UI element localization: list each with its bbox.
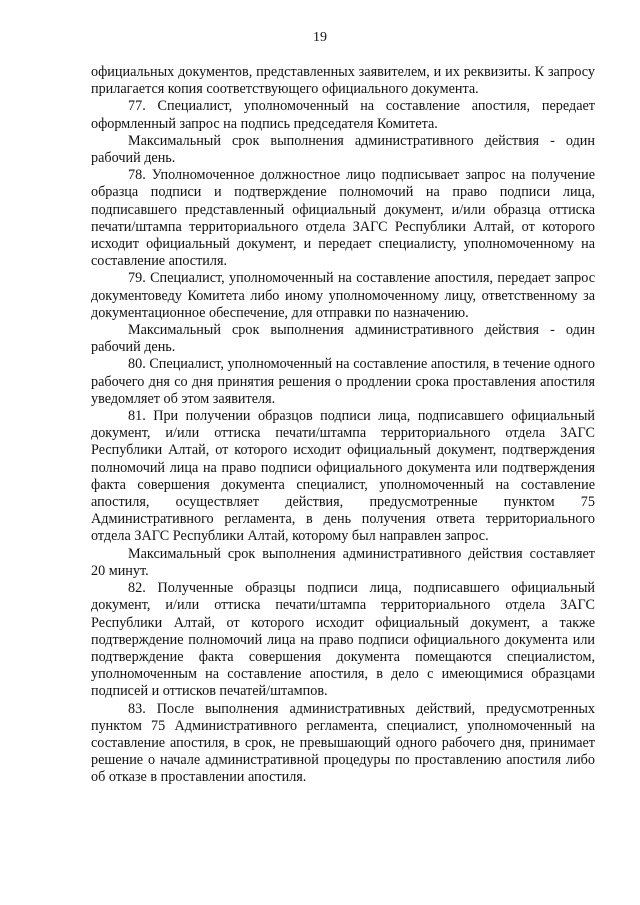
paragraph-77: 77. Специалист, уполномоченный на составление апостиля, передает оформленный запрос на подпись председателя Комитета.	[91, 98, 595, 132]
paragraph-78: 78. Уполномоченное должностное лицо подписывает запрос на получение образца подписи и подтверждение полномочий на право подписи лица, подписавшего представленный официальный документ, и/или образца оттиска печати/штампа территориального отдела ЗАГС Республики Алтай, от которого исходит официальный документ, и передает специалисту, уполномоченному на составление апостиля.	[91, 167, 595, 270]
paragraph-82: 82. Полученные образцы подписи лица, подписавшего официальный документ, и/или оттиска печати/штампа территориального отдела ЗАГС Республики Алтай, от которого исходит официальный документ, а также подтверждение полномочий лица на право подписи официального документа или подтверждение факта совершения документа помещаются специалистом, уполномоченным на составление апостиля, в дело с имеющимися образцами подписей и оттисков печатей/штампов.	[91, 580, 595, 700]
paragraph-80: 80. Специалист, уполномоченный на составление апостиля, в течение одного рабочего дня со дня принятия решения о продлении срока проставления апостиля уведомляет об этом заявителя.	[91, 356, 595, 407]
page-number: 19	[313, 30, 327, 45]
paragraph-deadline-77: Максимальный срок выполнения административного действия - один рабочий день.	[91, 132, 595, 167]
paragraph-deadline-81: Максимальный срок выполнения административного действия составляет 20 минут.	[91, 545, 595, 579]
paragraph-81: 81. При получении образцов подписи лица, подписавшего официальный документ, и/или оттиска печати/штампа территориального отдела ЗАГС Республики Алтай, от которого исходит официальный документ, подтверждения полномочий лица на право подписи официального документа или подтверждения факта совершения документа специалист, уполномоченный на составление апостиля, осуществляет действия, предусмотренные пунктом 75 Административного регламента, в день получения ответа территориального отдела ЗАГС Республики Алтай, которому был направлен запрос.	[91, 408, 595, 545]
paragraph-83: 83. После выполнения административных действий, предусмотренных пунктом 75 Административного регламента, специалист, уполномоченный на составление апостиля, в срок, не превышающий одного рабочего дня, принимает решение о начале административной процедуры по проставлению апостиля либо об отказе в проставлении апостиля.	[91, 700, 595, 786]
paragraph-79: 79. Специалист, уполномоченный на составление апостиля, передает запрос документоведу Комитета либо иному уполномоченному лицу, ответственному за документационное обеспечение, для отправки по назначению.	[91, 270, 595, 321]
paragraph-deadline-79: Максимальный срок выполнения административного действия - один рабочий день.	[91, 322, 595, 356]
paragraph-continuation: официальных документов, представленных заявителем, и их реквизиты. К запросу прилагается копия соответствующего официального документа.	[91, 64, 595, 98]
document-body	[91, 64, 595, 787]
